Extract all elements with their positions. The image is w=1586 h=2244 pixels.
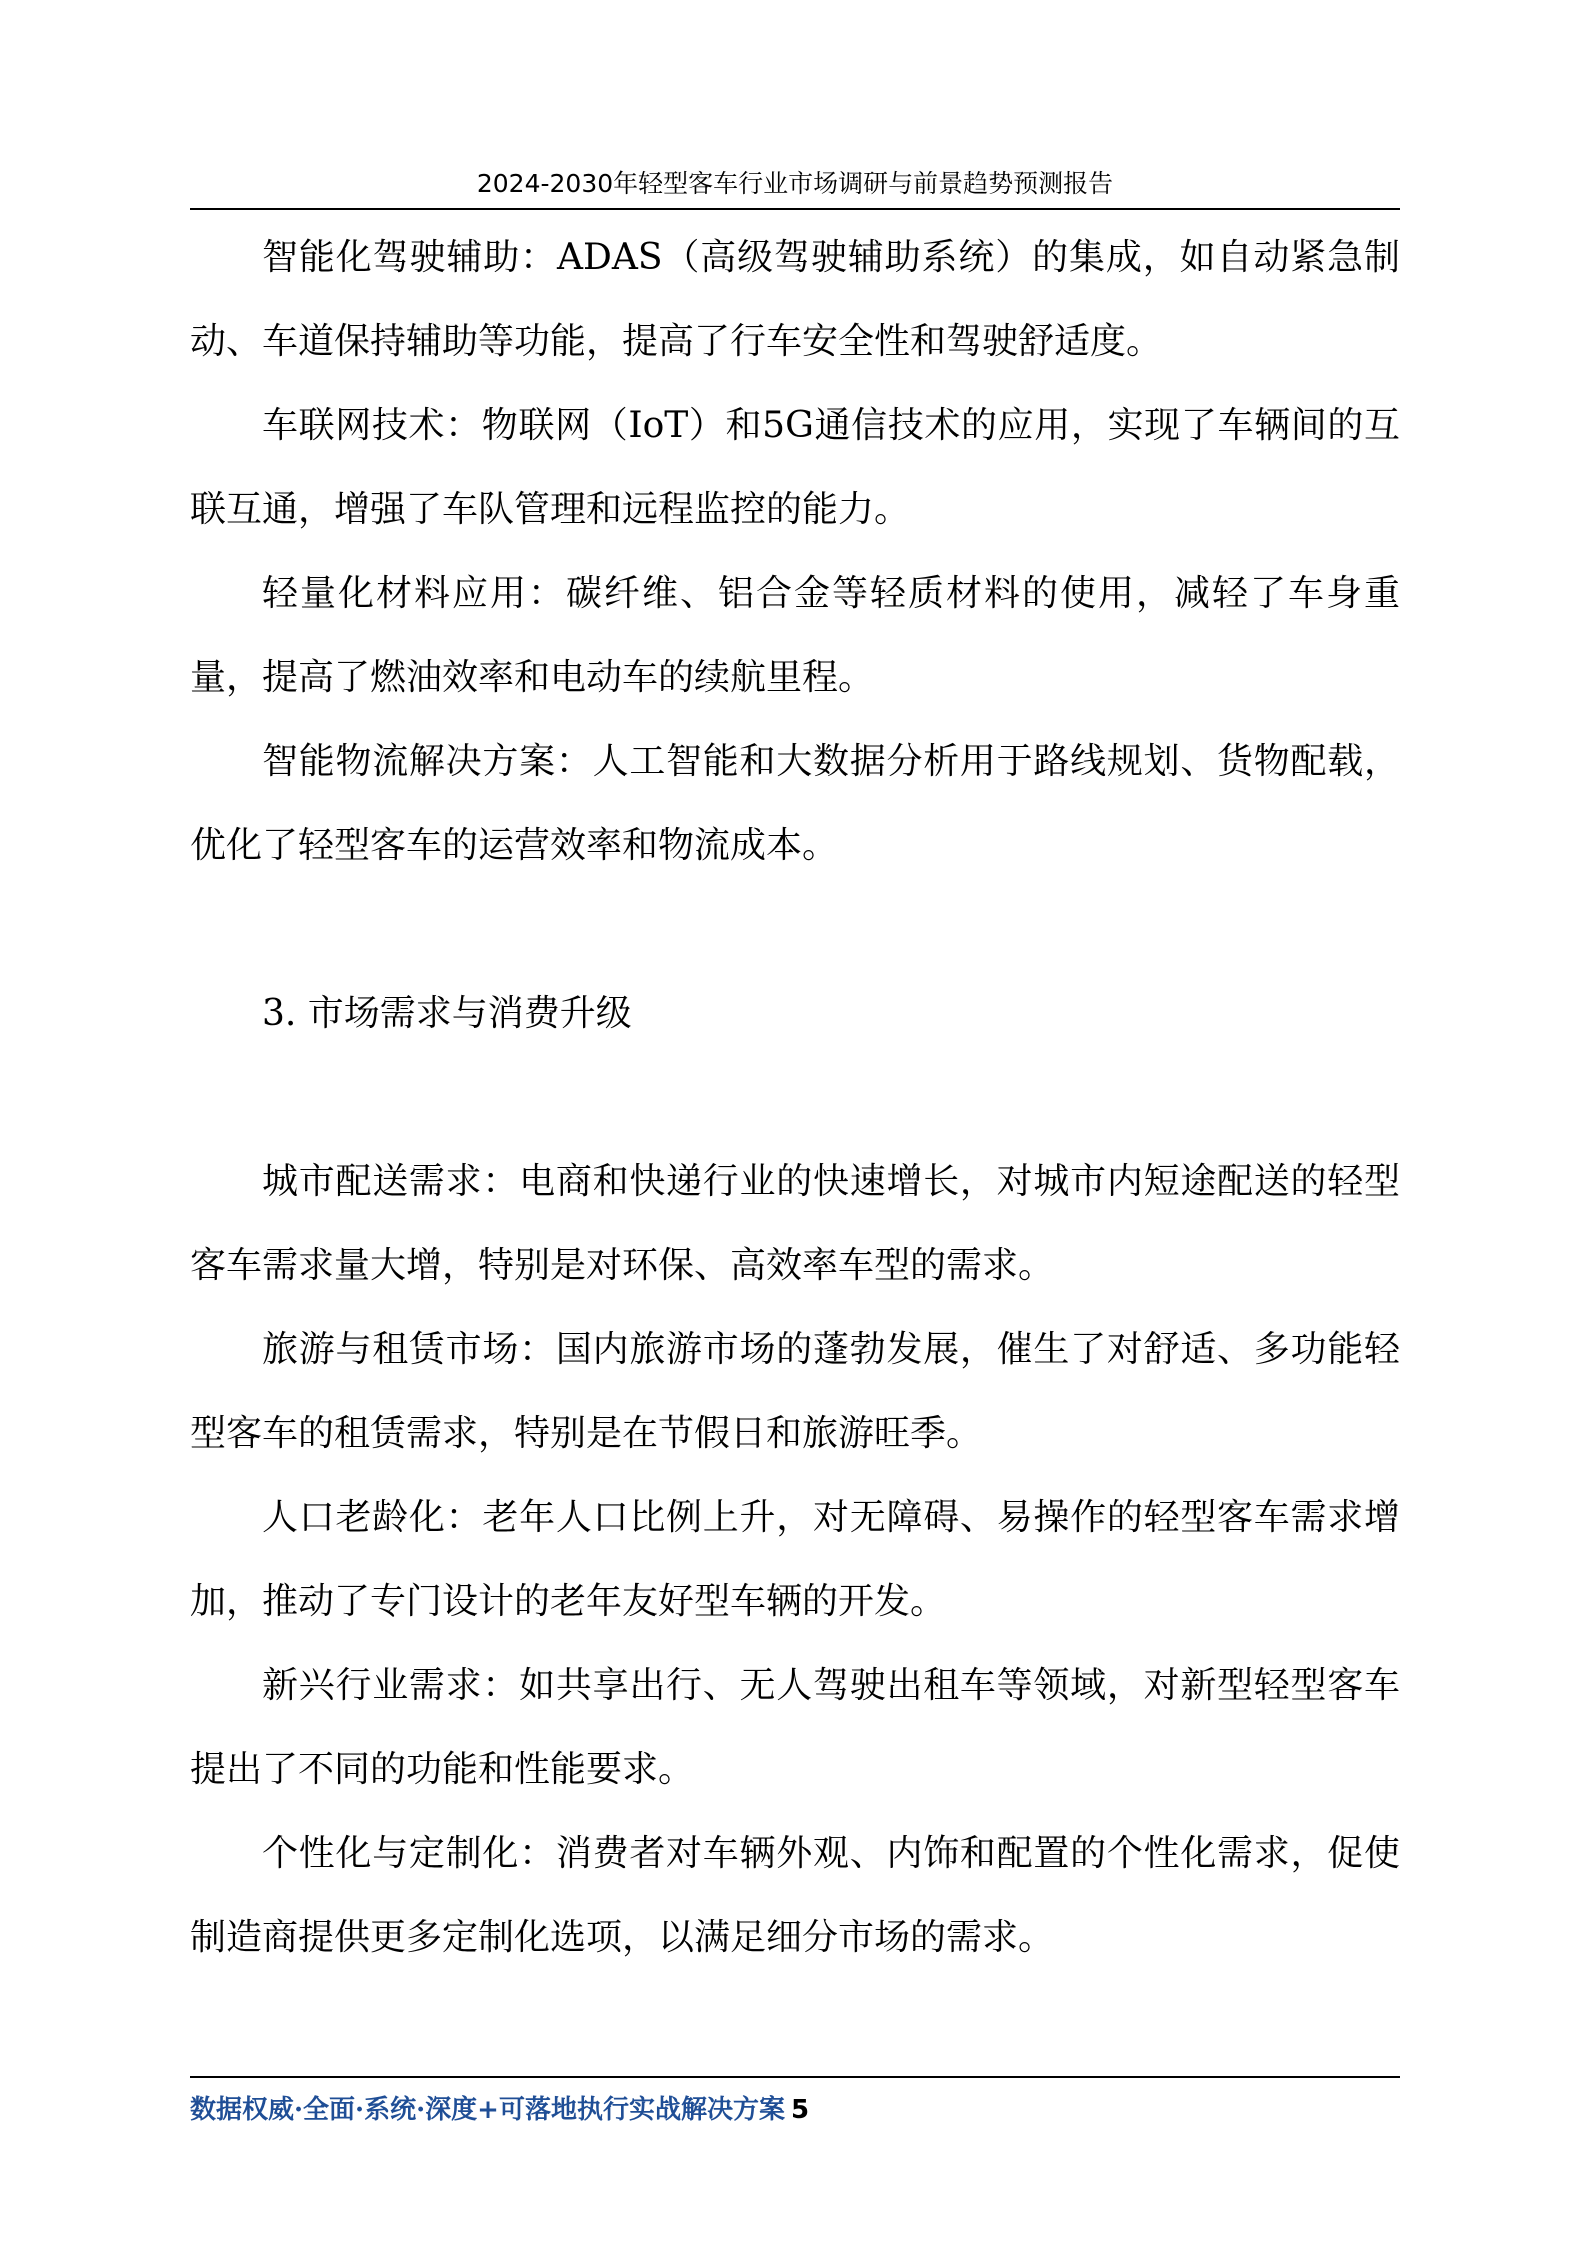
paragraph-iov: 车联网技术：物联网（IoT）和5G通信技术的应用，实现了车辆间的互联互通，增强了车队管理和远程监控的能力。 xyxy=(190,405,1400,530)
page-number: 5 xyxy=(790,2095,810,2125)
header-divider xyxy=(190,208,1400,210)
paragraph-tourism-rental: 旅游与租赁市场：国内旅游市场的蓬勃发展，催生了对舒适、多功能轻型客车的租赁需求，特别是在节假日和旅游旺季。 xyxy=(190,1329,1400,1454)
paragraph-emerging-industry: 新兴行业需求：如共享出行、无人驾驶出租车等领域，对新型轻型客车提出了不同的功能和性能要求。 xyxy=(190,1665,1400,1790)
section-spacer-top xyxy=(190,888,1400,972)
section-spacer-bottom xyxy=(190,1056,1400,1140)
body-content xyxy=(190,216,1400,1980)
paragraph-adas: 智能化驾驶辅助：ADAS（高级驾驶辅助系统）的集成，如自动紧急制动、车道保持辅助等功能，提高了行车安全性和驾驶舒适度。 xyxy=(190,237,1400,362)
section-heading: 3. 市场需求与消费升级 xyxy=(262,993,632,1034)
footer-slogan: 数据权威·全面·系统·深度+可落地执行实战解决方案 xyxy=(190,2095,785,2125)
paragraph-customization: 个性化与定制化：消费者对车辆外观、内饰和配置的个性化需求，促使制造商提供更多定制化选项，以满足细分市场的需求。 xyxy=(190,1833,1400,1958)
paragraph-logistics: 智能物流解决方案：人工智能和大数据分析用于路线规划、货物配载，优化了轻型客车的运营效率和物流成本。 xyxy=(190,741,1400,866)
footer-divider xyxy=(190,2076,1400,2078)
footer xyxy=(190,2090,809,2130)
paragraph-lightweight: 轻量化材料应用：碳纤维、铝合金等轻质材料的使用，减轻了车身重量，提高了燃油效率和电动车的续航里程。 xyxy=(190,573,1400,698)
header-title: 2024-2030年轻型客车行业市场调研与前景趋势预测报告 xyxy=(476,169,1114,198)
paragraph-urban-delivery: 城市配送需求：电商和快递行业的快速增长，对城市内短途配送的轻型客车需求量大增，特别是对环保、高效率车型的需求。 xyxy=(190,1161,1400,1286)
paragraph-aging: 人口老龄化：老年人口比例上升，对无障碍、易操作的轻型客车需求增加，推动了专门设计的老年友好型车辆的开发。 xyxy=(190,1497,1400,1622)
